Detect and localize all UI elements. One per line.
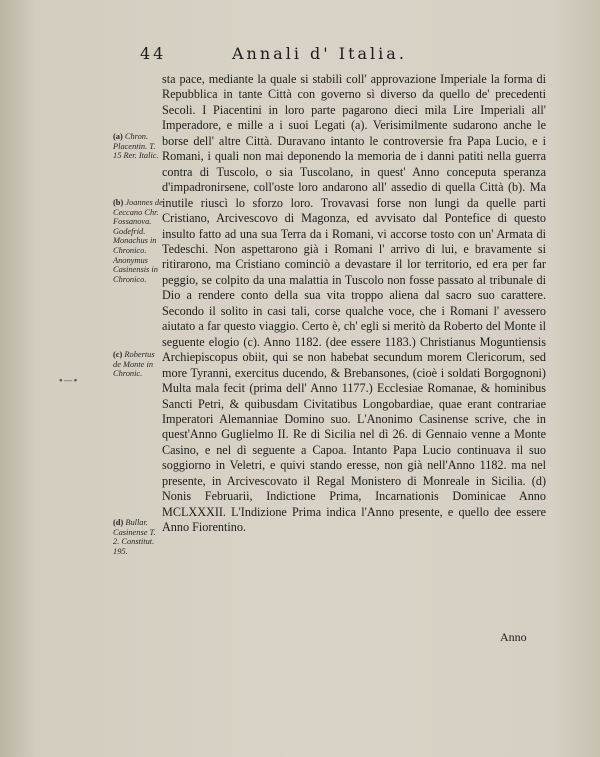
main-text bbox=[162, 72, 546, 536]
running-header bbox=[140, 44, 480, 64]
sidenote-a-text: Chron. Placentin. T. 15 Rer. Italic. bbox=[113, 132, 159, 161]
margin-mark: ∙—∙ bbox=[58, 376, 79, 386]
sidenote-b-text: Joannes de Ceccano Chr. Fossanova. Godefrid. Monachus in Chronico. Anonymus Casinensis in Chronico. bbox=[113, 198, 163, 284]
sidenote-c-text: Robertus de Monte in Chronic. bbox=[113, 350, 155, 379]
sidenote-label: (b) bbox=[113, 198, 126, 207]
sidenote-label: (a) bbox=[113, 132, 125, 141]
sidenote-d bbox=[113, 518, 163, 556]
running-title: Annali d' Italia. bbox=[232, 44, 407, 63]
sidenote-b bbox=[113, 198, 163, 284]
sidenote-label: (d) bbox=[113, 518, 126, 527]
page-number: 44 bbox=[140, 44, 167, 63]
catchword: Anno bbox=[500, 630, 527, 644]
sidenote-a bbox=[113, 132, 163, 161]
sidenote-c bbox=[113, 350, 163, 379]
sidenote-label: (c) bbox=[113, 350, 125, 359]
body-paragraph: sta pace, mediante la quale si stabilì coll' approvazione Imperiale la forma di Repubblica in tante Città con governo sì diverso da quello de' precedenti Secoli. I Piacentini in loro parte pagarono dieci mila Lire Imperiali all' Imperadore, e mille a i suoi Legati (a). Verisimilmente sudarono anche le borse dell' altre Città. Duravano intanto le controversie fra Papa Lucio, e i Romani, i quali non mai deponendo la memoria de i danni patiti nella guerra contra di Tuscolo, o sia Tuscolano, in quest' Anno conceputa speranza d'impadronirsene, coll'oste loro andarono all' assedio di quella Città (b). Ma inutile riuscì lo sforzo loro. Trovavasi forse non lungi da quelle parti Cristiano, Arcivescovo di Magonza, ed avvisato dal Pontefice di questo insulto fatto ad una sua Terra da i Romani, vi accorse tosto con un' Armata di Tedeschi. Non aspettarono già i Romani l' arrivo di lui, e bravamente si ritirarono, ma Cristiano cominciò a devastare il lor territorio, ed era per far peggio, se colpito da una malattia in Tuscolo non fosse passato al tribunale di Dio a rendere conto della sua vita troppo aliena dal sacro suo carattere. Secondo il solito in casi tali, corse qualche voce, che i Romani l' avessero aiutato a far questo viaggio. Certo è, ch' egli si meritò da Roberto del Monte il seguente elogio (c). Anno 1182. (dee essere 1183.) Christianus Moguntiensis Archiepiscopus obiit, qui se non habebat secundum morem Clericorum, sed more Tyranni, exercitus ducendo, & Brebansones, (cioè i soldati Borgognoni) Multa mala fecit (prima dell' Anno 1177.) Ecclesiae Romanae, & hominibus Sancti Petri, & quibusdam Civitatibus Longobardiae, quae erant contrariae Imperatori Alemanniae Domino suo. L'Anonimo Casinense scrive, che in quest'Anno Guglielmo II. Re di Sicilia nel dì 26. di Gennaio venne a Monte Casino, e nel dì seguente a Capoa. Intanto Papa Lucio continuava il suo soggiorno in Veletri, e quivi stando eresse, non già nell'Anno 1182. ma nel presente, in Arcivescovato il Regal Monistero di Monreale in Sicilia. (d) Nonis Februarii, Indictione Prima, Incarnationis Dominicae Anno MCLXXXII. L'Indizione Prima indica l'Anno presente, e quello dee essere Anno Fiorentino. bbox=[162, 72, 546, 535]
sidenote-d-text: Bullar. Casinense T. 2. Constitut. 195. bbox=[113, 518, 156, 556]
